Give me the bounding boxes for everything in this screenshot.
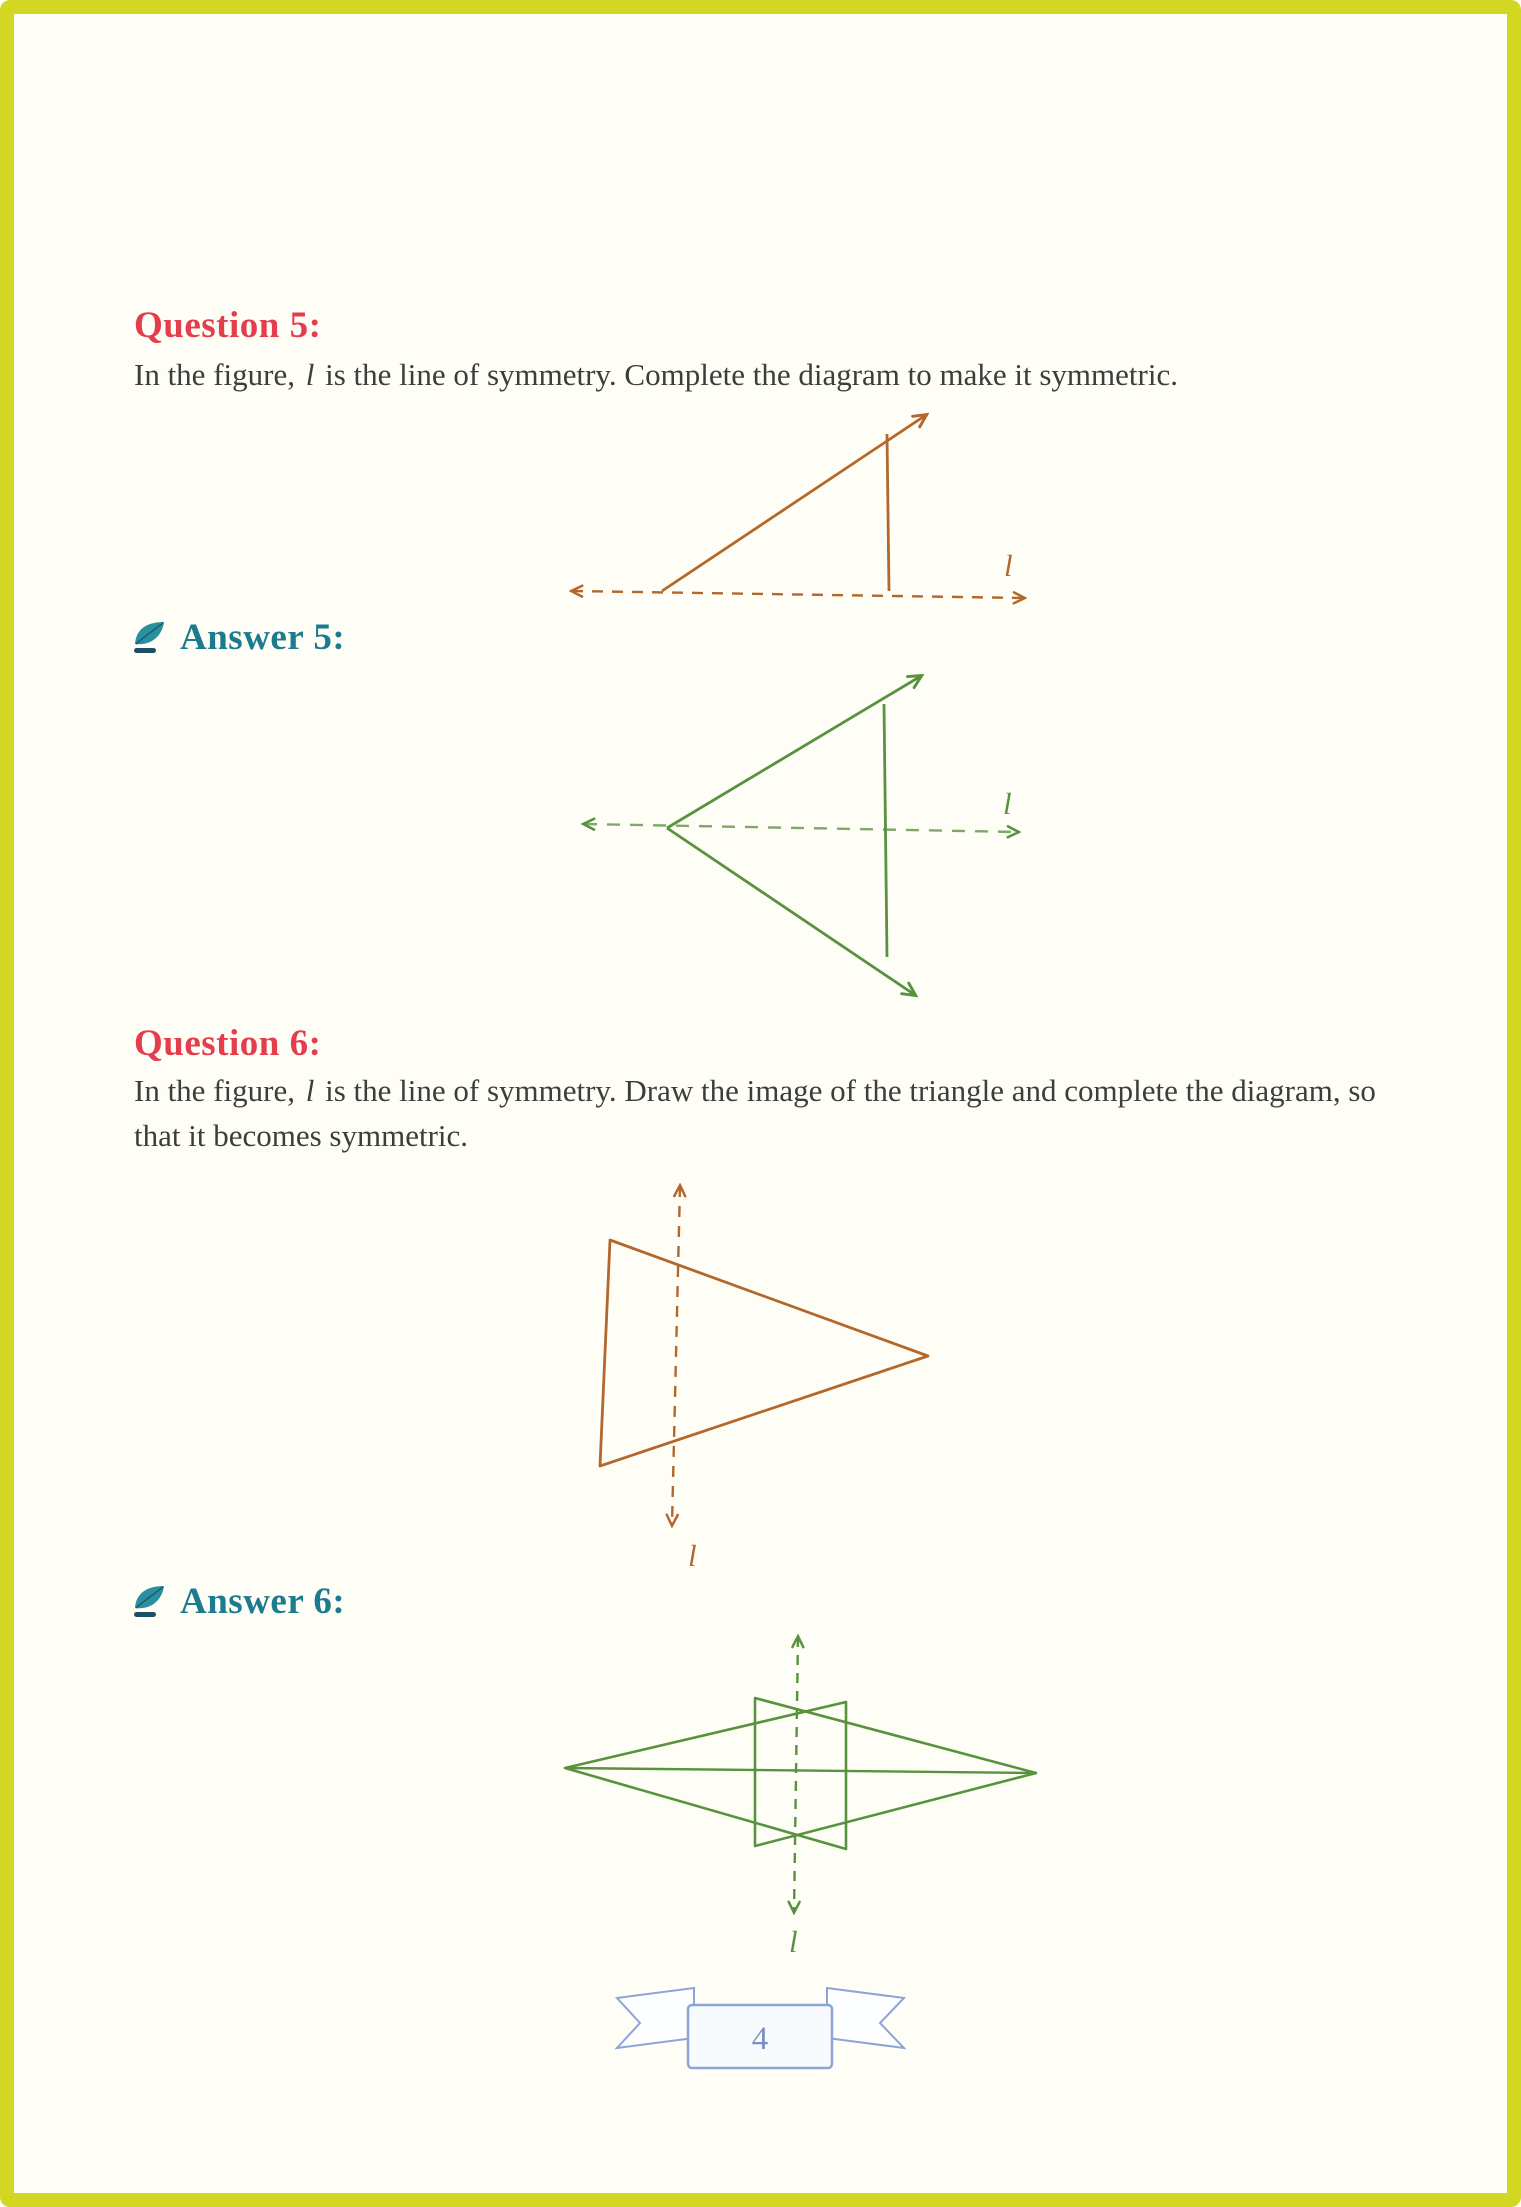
answer-6-heading-row <box>130 1580 345 1623</box>
question-6-text-prefix: In the figure, <box>134 1073 303 1108</box>
symmetry-line-dashed <box>572 591 1024 598</box>
answer-logo-leaf-icon <box>130 1582 170 1622</box>
question-6-heading: Question 6: <box>134 1023 322 1064</box>
ribbon-right-tail <box>827 1988 904 2048</box>
question-5-text-suffix: is the line of symmetry. Complete the diagram to make it symmetric. <box>317 357 1178 392</box>
symmetry-line-dashed <box>794 1637 798 1912</box>
symmetry-line-label: l <box>688 1538 697 1573</box>
question-6-text <box>134 1068 1404 1158</box>
symmetry-line-symbol: l <box>305 357 315 392</box>
figure-vertical-edge <box>884 704 887 957</box>
answer-5-heading: Answer 5: <box>180 617 346 658</box>
triangle <box>600 1240 928 1466</box>
question-6-figure <box>588 1168 958 1588</box>
page-number: 4 <box>751 2021 769 2057</box>
symmetry-line-dashed <box>672 1186 680 1525</box>
symmetry-line-label: l <box>1003 786 1012 821</box>
page-number-ribbon <box>608 1984 913 2089</box>
answer-5-figure <box>566 656 1051 1016</box>
figure-upper-ray <box>667 676 921 828</box>
ribbon-left-tail <box>617 1988 694 2048</box>
symmetry-line-dashed <box>584 824 1018 832</box>
question-5-figure <box>552 396 1052 621</box>
question-5-text <box>134 352 1424 397</box>
question-6-text-suffix: is the line of symmetry. Draw the image of the triangle and complete the diagram, so that it becomes symmetric. <box>134 1073 1376 1153</box>
question-5-text-prefix: In the figure, <box>134 357 303 392</box>
symmetry-line-label: l <box>1004 548 1013 583</box>
answer-6-heading: Answer 6: <box>180 1581 346 1622</box>
figure-vertical-edge <box>887 434 889 591</box>
figure-horizontal-axis <box>565 1768 1036 1773</box>
figure-lower-ray <box>667 828 915 995</box>
question-5-heading: Question 5: <box>134 305 322 346</box>
answer-5-heading-row <box>130 616 345 659</box>
answer-logo-leaf-icon <box>130 618 170 658</box>
answer-6-figure <box>546 1612 1056 1962</box>
triangle-left-mirror <box>565 1702 846 1849</box>
symmetry-line-label: l <box>789 1924 798 1959</box>
symmetry-line-symbol: l <box>305 1073 315 1108</box>
